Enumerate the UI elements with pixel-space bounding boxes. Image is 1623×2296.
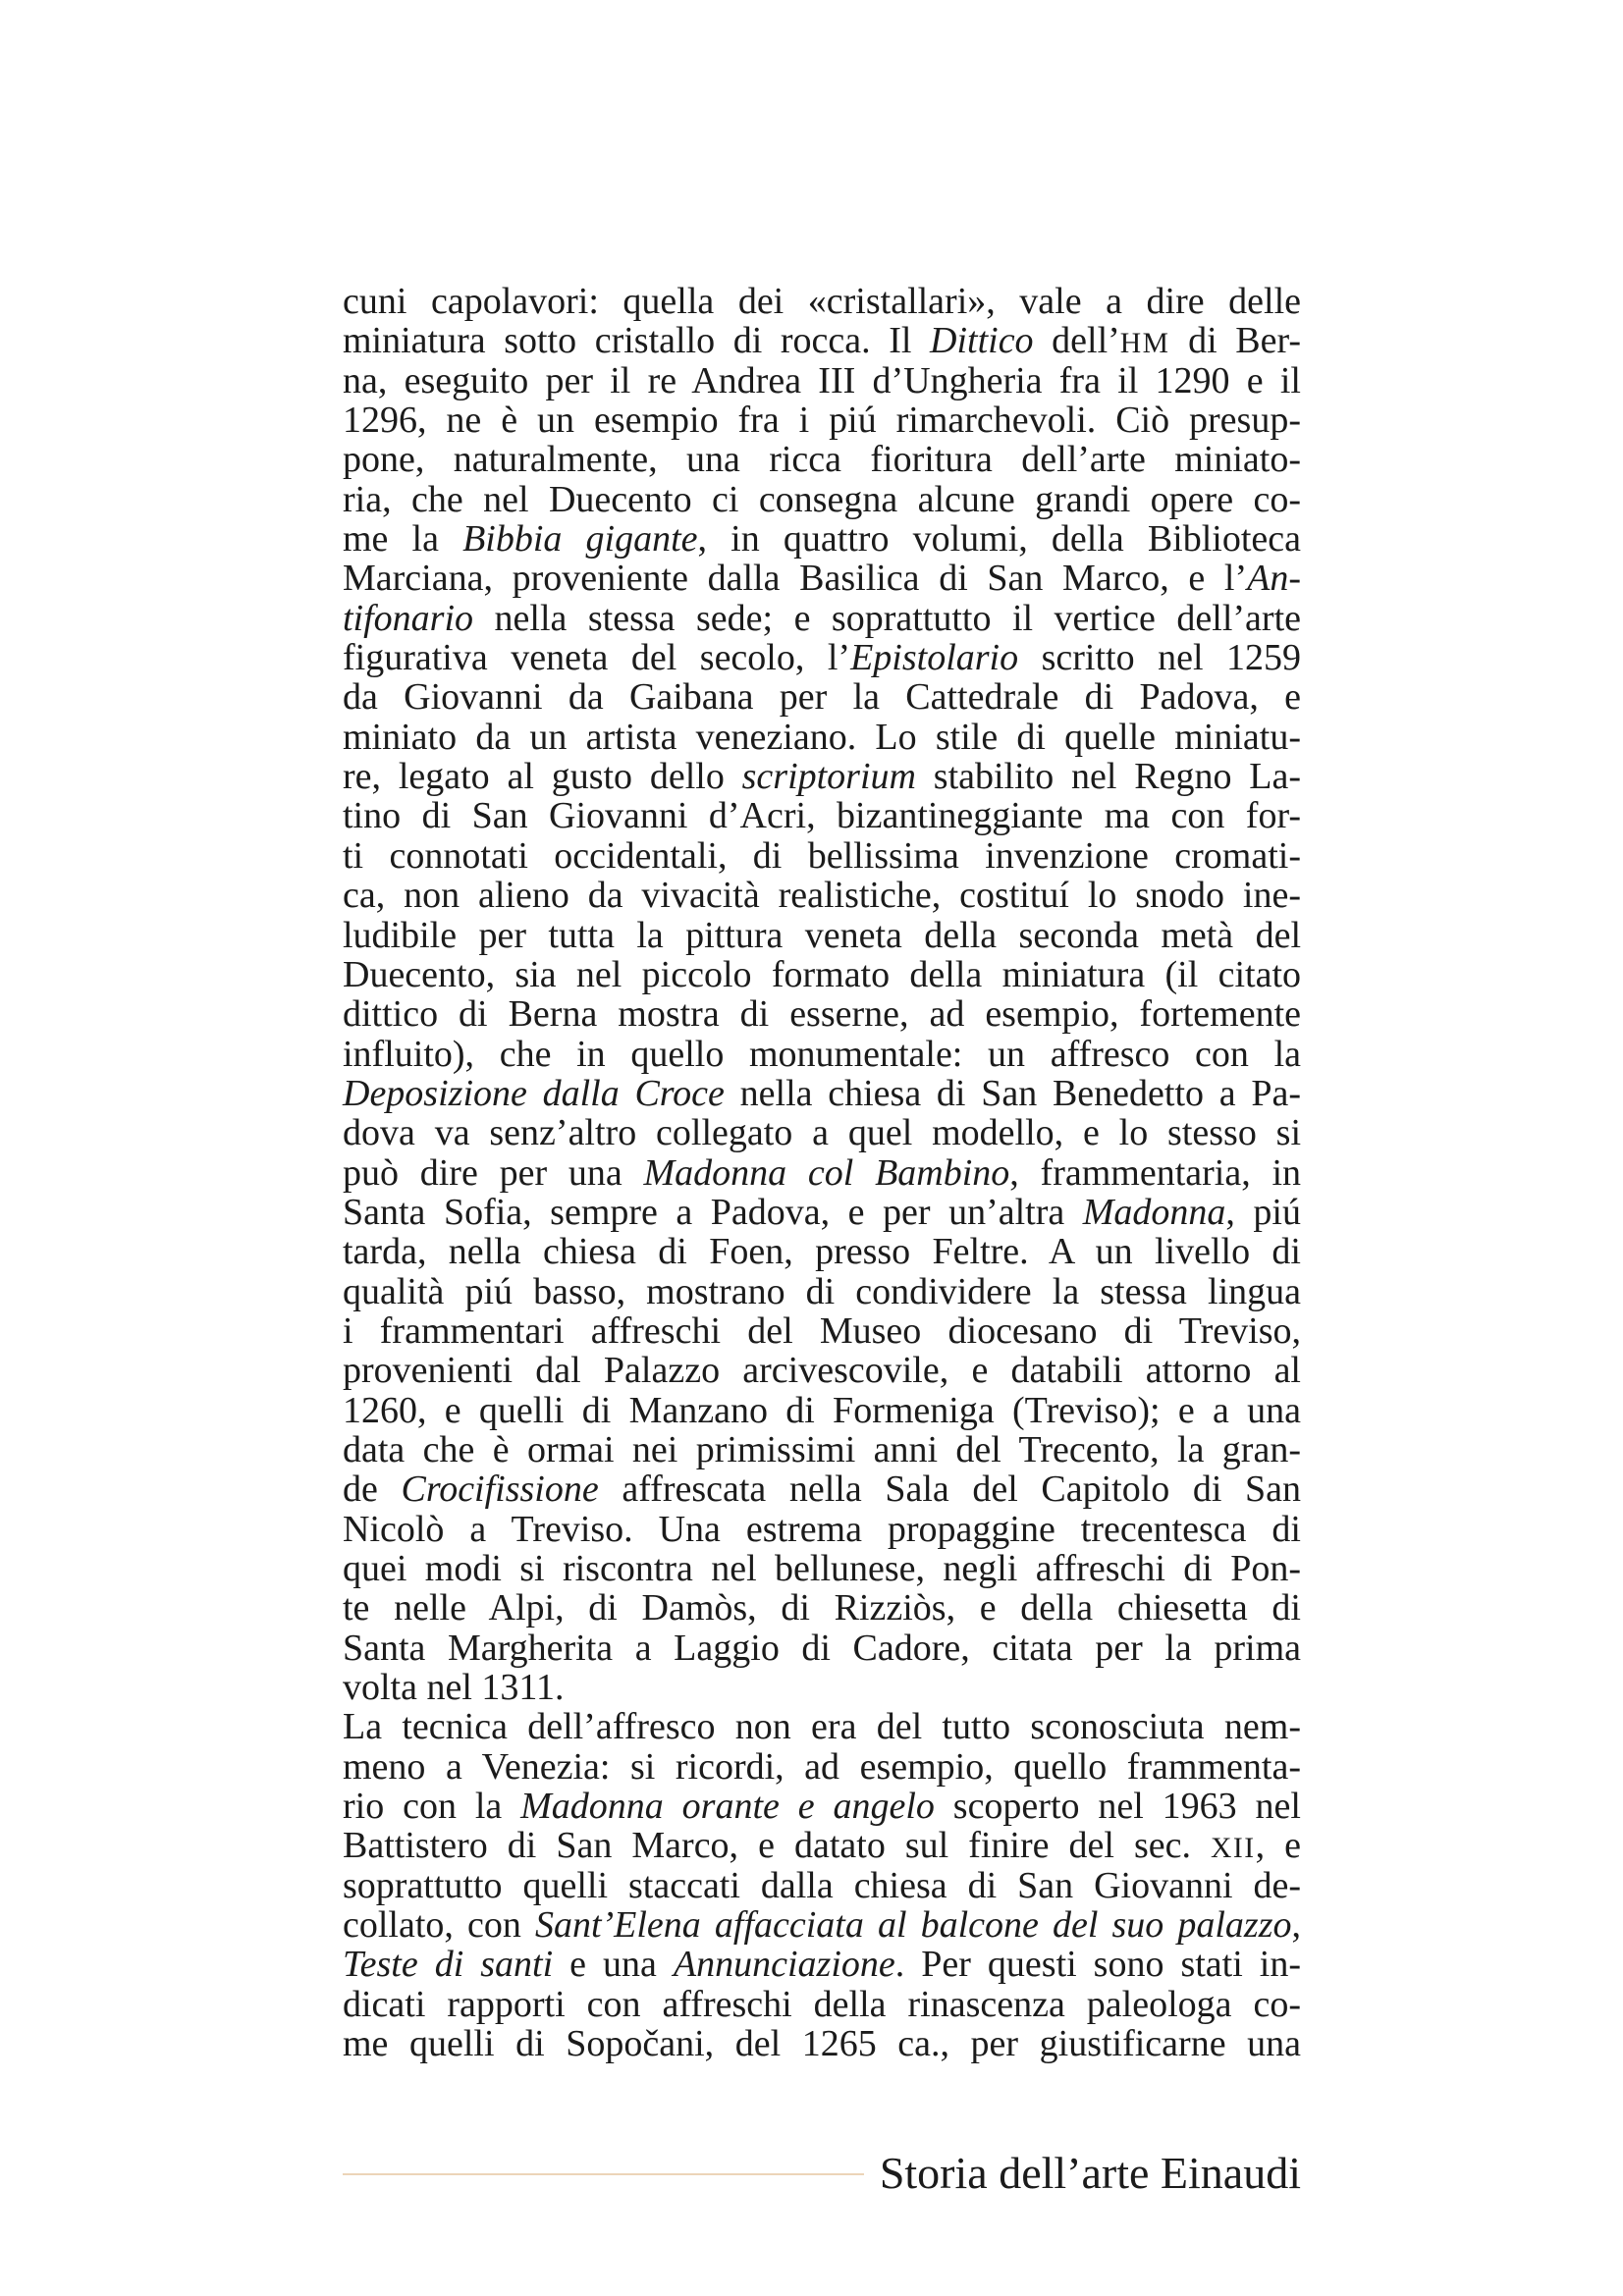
text-line: da Giovanni da Gaibana per la Cattedrale di Padova, e — [343, 676, 1301, 719]
text-line: i frammentari affreschi del Museo diocesano di Treviso, — [343, 1309, 1301, 1352]
text-segment: , piú — [1225, 1191, 1301, 1233]
text-segment: rio con la — [343, 1786, 521, 1828]
footer-rule — [343, 2173, 864, 2175]
text-line: ca, non alieno da vivacità realistiche, costituí lo snodo ine- — [343, 875, 1301, 917]
text-segment: re, legato al gusto dello — [343, 756, 742, 798]
text-line: 1260, e quelli di Manzano di Formeniga (Treviso); e a una — [343, 1389, 1301, 1431]
italic-title: An- — [1247, 558, 1301, 600]
text-line — [343, 321, 1301, 360]
text-line — [343, 1469, 1301, 1509]
text-line: tino di San Giovanni d’Acri, bizantineggiante ma con for- — [343, 795, 1301, 837]
text-segment: , frammentaria, in — [1009, 1151, 1302, 1194]
text-line — [343, 1945, 1301, 1984]
italic-title: Dittico — [930, 320, 1034, 362]
text-segment: dell’ — [1033, 320, 1120, 362]
text-line: Nicolò a Treviso. Una estrema propaggine trecentesca di — [343, 1508, 1301, 1550]
text-line: data che è ormai nei primissimi anni del Trecento, la gran- — [343, 1428, 1301, 1470]
text-line — [343, 599, 1301, 638]
text-line — [343, 1905, 1301, 1945]
text-segment: nella chiesa di San Benedetto a Pa- — [724, 1072, 1302, 1114]
text-line: Duecento, sia nel piccolo formato della miniatura (il citato — [343, 953, 1301, 995]
text-line: tarda, nella chiesa di Foen, presso Feltre. A un livello di — [343, 1231, 1301, 1273]
italic-title: Crocifissione — [401, 1468, 599, 1511]
italic-title: Deposizione dalla Croce — [343, 1072, 725, 1114]
text-segment: , in quattro volumi, della Biblioteca — [697, 518, 1302, 561]
text-segment: , e — [1255, 1825, 1301, 1867]
text-segment: scritto nel 1259 — [1018, 637, 1302, 679]
text-line: cuni capolavori: quella dei «cristallari», vale a dire delle — [343, 281, 1301, 322]
text-line — [343, 559, 1301, 598]
text-line: me quelli di Sopočani, del 1265 ca., per giustificarne una — [343, 2023, 1301, 2065]
paragraph-end-line: volta nel 1311. — [343, 1667, 565, 1709]
small-caps-abbr: XII — [1211, 1833, 1256, 1865]
text-segment: Battistero di San Marco, e datato sul finire del sec. — [343, 1825, 1212, 1867]
text-line: influito), che in quello monumentale: un affresco con la — [343, 1033, 1301, 1075]
small-caps-abbr: HM — [1119, 328, 1170, 360]
text-segment: stabilito nel Regno La- — [915, 756, 1301, 798]
text-line — [343, 757, 1301, 796]
text-line: ti connotati occidentali, di bellissima invenzione cromati- — [343, 834, 1301, 877]
text-segment: , — [1291, 1904, 1301, 1947]
text-segment: scoperto nel 1963 nel — [934, 1786, 1301, 1828]
text-line — [343, 519, 1301, 559]
text-line: miniato da un artista veneziano. Lo stile di quelle miniatu- — [343, 716, 1301, 758]
text-segment: Marciana, proveniente dalla Basilica di San Marco, e l’ — [343, 558, 1248, 600]
italic-title: Madonna — [1082, 1191, 1226, 1233]
italic-title: Madonna orante e angelo — [520, 1786, 935, 1828]
running-footer-title: Storia dell’arte Einaudi — [879, 2148, 1301, 2198]
italic-title: Annunciazione — [673, 1944, 895, 1986]
text-line: quei modi si riscontra nel bellunese, negli affreschi di Pon- — [343, 1548, 1301, 1589]
text-line — [343, 1074, 1301, 1113]
text-line: ludibile per tutta la pittura veneta della seconda metà del — [343, 914, 1301, 956]
italic-title: Teste di santi — [343, 1944, 554, 1986]
text-line: dova va senz’altro collegato a quel modello, e lo stesso si — [343, 1112, 1301, 1154]
text-segment: può dire per una — [343, 1151, 644, 1194]
italic-title: Madonna col Bambino — [643, 1151, 1010, 1194]
text-line — [343, 1787, 1301, 1826]
italic-title: Sant’Elena affacciata al balcone del suo palazzo — [534, 1904, 1292, 1947]
text-segment: affrescata nella Sala del Capitolo di San — [598, 1468, 1301, 1511]
text-line: Santa Margherita a Laggio di Cadore, citata per la prima — [343, 1627, 1301, 1669]
italic-title: Bibbia gigante — [462, 518, 698, 561]
text-line: dicati rapporti con affreschi della rinascenza paleologa co- — [343, 1983, 1301, 2025]
text-segment: Santa Sofia, sempre a Padova, e per un’altra — [343, 1191, 1083, 1233]
italic-title: tifonario — [343, 597, 474, 639]
body-text — [343, 282, 1301, 2063]
italic-title: Epistolario — [850, 637, 1019, 679]
text-line: meno a Venezia: si ricordi, ad esempio, quello frammenta- — [343, 1745, 1301, 1788]
text-line: 1296, ne è un esempio fra i piú rimarchevoli. Ciò presup- — [343, 400, 1301, 442]
text-segment: e una — [553, 1944, 674, 1986]
text-line: na, eseguito per il re Andrea III d’Ungheria fra il 1290 e il — [343, 359, 1301, 401]
text-line: soprattutto quelli staccati dalla chiesa di San Giovanni de- — [343, 1864, 1301, 1906]
text-line — [343, 1153, 1301, 1193]
text-line: dittico di Berna mostra di esserne, ad esempio, fortemente — [343, 993, 1301, 1036]
text-line: qualità piú basso, mostrano di condividere la stessa lingua — [343, 1270, 1301, 1312]
text-line: provenienti dal Palazzo arcivescovile, e databili attorno al — [343, 1350, 1301, 1392]
text-segment: collato, con — [343, 1904, 535, 1947]
text-segment: . Per questi sono stati in- — [894, 1944, 1301, 1986]
text-segment: miniatura sotto cristallo di rocca. Il — [343, 320, 931, 362]
text-line: te nelle Alpi, di Damòs, di Rizziòs, e della chiesetta di — [343, 1587, 1301, 1629]
text-line — [343, 638, 1301, 677]
text-segment: de — [343, 1468, 402, 1511]
text-line — [343, 1193, 1301, 1232]
text-segment: me la — [343, 518, 463, 561]
italic-title: scriptorium — [741, 756, 916, 798]
text-line: pone, naturalmente, una ricca fioritura dell’arte miniato- — [343, 439, 1301, 481]
text-line — [343, 1826, 1301, 1865]
text-segment: nella stessa sede; e soprattutto il vertice dell’arte — [473, 597, 1301, 639]
text-line: La tecnica dell’affresco non era del tutto sconosciuta nem- — [343, 1706, 1301, 1748]
text-segment: di Ber- — [1169, 320, 1302, 362]
text-segment: figurativa veneta del secolo, l’ — [343, 637, 851, 679]
text-line: ria, che nel Duecento ci consegna alcune grandi opere co- — [343, 478, 1301, 520]
